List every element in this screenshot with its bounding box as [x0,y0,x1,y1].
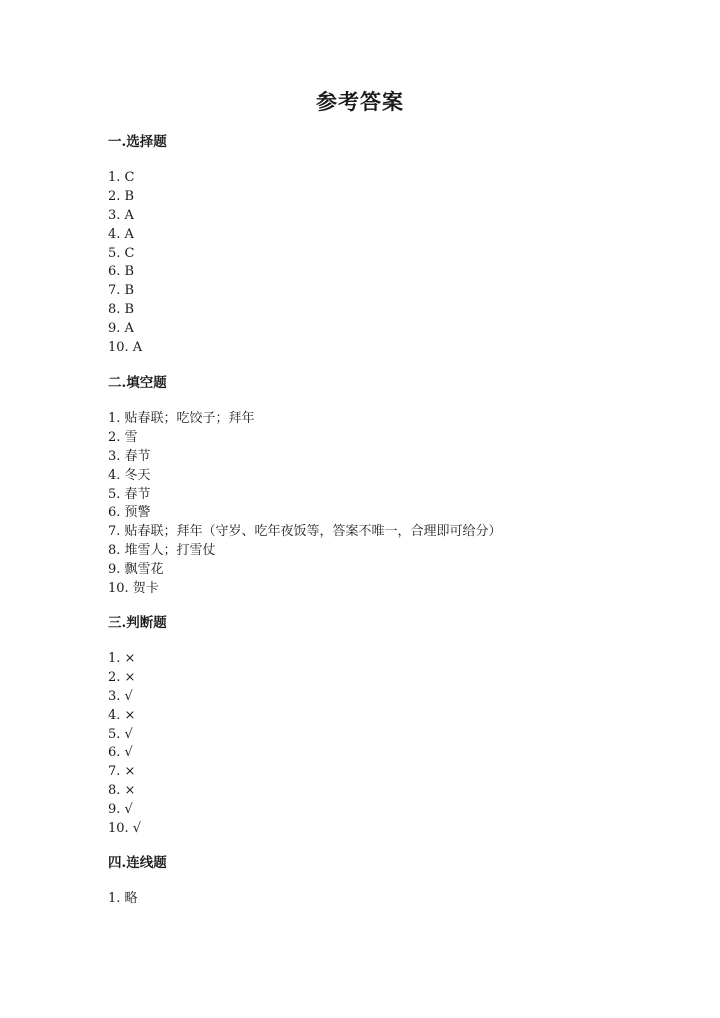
answer-item: 1. 略 [108,891,138,906]
answer-item: 4. 冬天 [108,467,151,483]
answer-item: 4. × [108,707,136,723]
answer-item: 2. × [108,669,136,685]
answer-item: 10. √ [108,821,142,837]
answer-item: 3. √ [108,688,133,704]
answer-item: 1. C [108,170,135,185]
section-heading: 一.选择题 [108,134,167,150]
answer-list [108,650,688,839]
answer-item: 6. √ [108,745,133,761]
section-true-false [108,613,688,839]
answer-item: 5. C [108,245,135,261]
answer-item: 9. A [108,321,134,337]
answer-item: 2. B [108,188,135,204]
answer-item: 3. A [108,207,134,223]
section-matching [108,853,688,909]
answer-list [108,169,688,358]
answer-list [108,890,688,909]
section-multiple-choice [108,132,688,358]
answer-item: 6. B [108,264,135,280]
answer-item: 5. √ [108,726,133,742]
answer-item: 3. 春节 [108,448,151,464]
answer-item: 6. 预警 [108,505,151,521]
answer-item: 8. × [108,783,136,799]
answer-item: 8. B [108,302,135,318]
answer-item: 10. A [108,340,143,356]
section-fill-in-blank [108,373,688,599]
answer-item: 5. 春节 [108,486,151,502]
answer-item: 10. 贺卡 [108,581,159,597]
answer-item: 2. 雪 [108,429,138,445]
section-heading: 三.判断题 [108,615,167,631]
answer-list [108,410,688,599]
answer-item: 7. × [108,764,136,780]
answer-item: 9. 飘雪花 [108,562,164,578]
section-heading: 四.连线题 [108,855,167,871]
answer-item: 4. A [108,226,134,242]
answer-item: 8. 堆雪人；打雪仗 [108,543,216,559]
answer-item: 1. × [108,651,136,666]
section-heading: 二.填空题 [108,375,167,391]
answer-item: 1. 贴春联；吃饺子；拜年 [108,411,255,426]
answer-item: 7. 贴春联；拜年（守岁、吃年夜饭等，答案不唯一，合理即可给分） [108,524,502,540]
answer-item: 7. B [108,283,135,299]
answer-item: 9. √ [108,802,133,818]
page-title: 参考答案 [316,89,404,114]
